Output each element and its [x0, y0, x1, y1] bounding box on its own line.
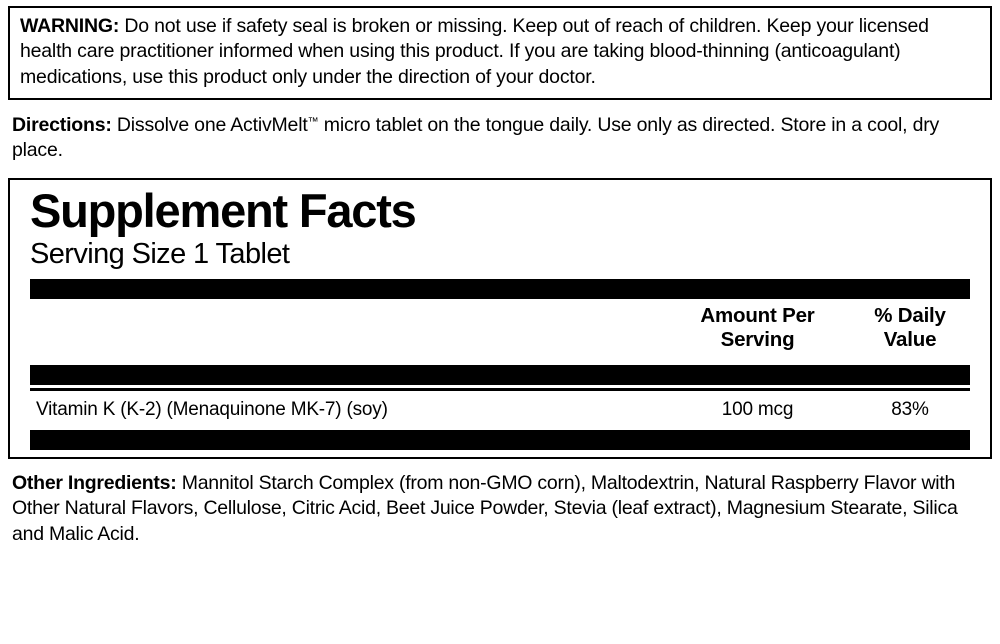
directions-section — [8, 113, 992, 164]
dv-header-line1: % Daily — [874, 303, 946, 327]
daily-value-header — [850, 304, 970, 353]
other-ingredients-text: Mannitol Starch Complex (from non-GMO corn), Maltodextrin, Natural Raspberry Flavor with Other Natural Flavors, Cellulose, Citric Acid, Beet Juice Powder, Stevia (leaf extract), Magnesium Stearate, Silica and Malic Acid. — [12, 472, 958, 545]
directions-text-before-trademark: Dissolve one ActivMelt — [111, 114, 308, 137]
directions-text-after-trademark: micro tablet on the tongue daily. Use only as directed. Store in a cool, dry place. — [12, 114, 940, 162]
serving-size: Serving Size 1 Tablet — [30, 237, 290, 270]
table-row — [30, 391, 970, 430]
other-ingredients-section — [8, 471, 992, 547]
warning-box — [8, 6, 992, 100]
amount-header-line2: Serving — [720, 328, 795, 352]
header-rule-thick-2 — [30, 365, 970, 385]
warning-text: Do not use if safety seal is broken or missing. Keep out of reach of children. Keep your licensed health care practitioner informed when using this product. If you are taking blood-thinning (anticoagulant) medications, use this product only under the direction of your doctor. — [20, 15, 929, 88]
nutrient-name: Vitamin K (K-2) (Menaquinone MK-7) (soy) — [36, 399, 388, 421]
warning-label: WARNING: — [20, 15, 120, 37]
other-ingredients-label: Other Ingredients: — [12, 472, 177, 495]
supplement-facts-title: Supplement Facts — [30, 183, 416, 237]
nutrient-daily-value: 83% — [891, 399, 929, 421]
supplement-facts-panel — [8, 178, 992, 459]
nutrient-amount: 100 mcg — [721, 399, 794, 421]
amount-per-serving-header — [665, 304, 850, 353]
directions-label: Directions: — [12, 114, 112, 137]
footer-rule-thick — [30, 430, 970, 450]
dv-header-line2: Value — [883, 328, 937, 352]
supplement-facts-header-row — [30, 299, 970, 357]
header-rule-thick — [30, 279, 970, 299]
supplement-label — [0, 6, 1000, 644]
trademark-symbol: ™ — [307, 115, 319, 128]
amount-header-line1: Amount Per — [700, 303, 815, 327]
